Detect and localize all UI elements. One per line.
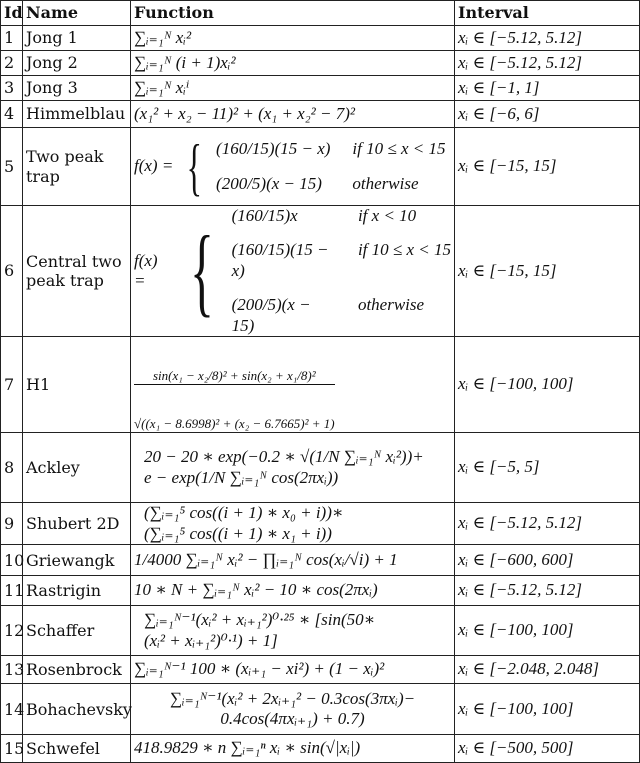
function-formula: (∑ᵢ₌₁⁵ cos((i + 1) ∗ x₀ + i))∗ (∑ᵢ₌₁⁵ cos((i + 1) ∗ x₁ + i)) [144, 503, 344, 543]
function-formula: ∑ᵢ₌₁ᴺ⁻¹(xᵢ² + xᵢ₊₁²)⁰·²⁵ ∗ [sin(50∗ (xᵢ² + xᵢ₊₁²)⁰·¹) + 1] [144, 610, 376, 650]
cell-function [131, 684, 455, 735]
cell-name: Jong 1 [23, 26, 131, 51]
table-row [1, 684, 640, 735]
function-formula: 20 − 20 ∗ exp(−0.2 ∗ √(1/N ∑ᵢ₌₁ᴺ xᵢ²))+ e − exp(1/N ∑ᵢ₌₁ᴺ cos(2πxᵢ)) [144, 447, 424, 487]
cell-id: 6 [1, 206, 23, 337]
function-lhs: f(x) = [134, 250, 162, 290]
piecewise-function [134, 130, 451, 202]
cell-id: 7 [1, 336, 23, 432]
function-lhs: f(x) = [134, 156, 174, 176]
case-expression: (160/15)(15 − x) [216, 139, 331, 159]
cell-interval: xᵢ ∈ [−600, 600] [455, 545, 640, 576]
cell-name: Central two peak trap [23, 206, 131, 337]
cell-interval: xᵢ ∈ [−15, 15] [455, 128, 640, 206]
cell-id: 2 [1, 51, 23, 76]
cell-name: Griewangk [23, 545, 131, 576]
case-condition: otherwise [357, 295, 425, 315]
cell-function [131, 51, 455, 76]
cell-name: Schwefel [23, 735, 131, 763]
cell-name: Jong 3 [23, 76, 131, 101]
cell-id: 8 [1, 433, 23, 503]
cell-name: Rastrigin [23, 576, 131, 606]
case-condition: if 10 ≤ x < 15 [352, 139, 446, 159]
function-formula: ∑ᵢ₌₁ᴺ (i + 1)xᵢ² [134, 52, 236, 72]
table-row [1, 336, 640, 432]
function-formula: ∑ᵢ₌₁ᴺ⁻¹(xᵢ² + 2xᵢ₊₁² − 0.3cos(3πxᵢ)− 0.4cos(4πxᵢ₊₁) + 0.7) [169, 688, 416, 729]
cell-name: Jong 2 [23, 51, 131, 76]
cell-interval: xᵢ ∈ [−5.12, 5.12] [455, 26, 640, 51]
cell-interval: xᵢ ∈ [−2.048, 2.048] [455, 656, 640, 684]
cell-interval: xᵢ ∈ [−6, 6] [455, 101, 640, 128]
cell-name: Bohachevsky [23, 684, 131, 735]
cell-interval: xᵢ ∈ [−500, 500] [455, 735, 640, 763]
case-expression: (200/5)(x − 15) [231, 295, 315, 335]
case-expression: (160/15)x [231, 206, 298, 225]
cell-function [131, 503, 455, 545]
cell-id: 11 [1, 576, 23, 606]
case-condition: if x < 10 [357, 206, 417, 225]
brace-symbol: { [186, 130, 203, 202]
header-interval: Interval [455, 1, 640, 26]
cell-function [131, 76, 455, 101]
function-formula: ∑ᵢ₌₁ᴺ⁻¹ 100 ∗ (xᵢ₊₁ − xi²) + (1 − xᵢ)² [134, 659, 385, 679]
function-formula: ∑ᵢ₌₁ᴺ xᵢ² [134, 27, 192, 47]
cell-function [131, 336, 455, 432]
cell-name: Ackley [23, 433, 131, 503]
table-row [1, 503, 640, 545]
case-condition: otherwise [352, 173, 419, 193]
cell-function [131, 128, 455, 206]
cell-interval: xᵢ ∈ [−100, 100] [455, 684, 640, 735]
cell-interval: xᵢ ∈ [−5.12, 5.12] [455, 576, 640, 606]
cell-interval: xᵢ ∈ [−1, 1] [455, 76, 640, 101]
cell-id: 12 [1, 606, 23, 656]
table-row [1, 576, 640, 606]
cell-interval: xᵢ ∈ [−5.12, 5.12] [455, 503, 640, 545]
case-expression: (200/5)(x − 15) [216, 173, 322, 193]
table-row [1, 433, 640, 503]
cell-id: 10 [1, 545, 23, 576]
table-row [1, 606, 640, 656]
table-row [1, 545, 640, 576]
cell-function [131, 433, 455, 503]
table-row [1, 101, 640, 128]
cell-id: 3 [1, 76, 23, 101]
cell-function [131, 206, 455, 337]
case-condition: if 10 ≤ x < 15 [357, 240, 451, 260]
cell-function [131, 545, 455, 576]
cell-id: 5 [1, 128, 23, 206]
brace-symbol: { [189, 214, 214, 326]
header-row [1, 1, 640, 26]
table-row [1, 26, 640, 51]
cell-interval: xᵢ ∈ [−100, 100] [455, 606, 640, 656]
cell-function [131, 26, 455, 51]
table-row [1, 735, 640, 763]
case-expression: (160/15)(15 − x) [231, 240, 333, 280]
cell-name: Rosenbrock [23, 656, 131, 684]
function-formula: ∑ᵢ₌₁ᴺ xᵢⁱ [134, 77, 190, 97]
piecewise-function [134, 206, 451, 336]
function-formula: 418.9829 ∗ n ∑ᵢ₌₁ⁿ xᵢ ∗ sin(√|xᵢ|) [134, 738, 361, 758]
denominator: √((x₁ − 8.6998)² + (x₂ − 6.7665)² + 1) [134, 415, 335, 431]
table-row [1, 656, 640, 684]
cell-interval: xᵢ ∈ [−5, 5] [455, 433, 640, 503]
cell-interval: xᵢ ∈ [−100, 100] [455, 336, 640, 432]
fraction-function [134, 337, 335, 432]
function-formula: 10 ∗ N + ∑ᵢ₌₁ᴺ xᵢ² − 10 ∗ cos(2πxᵢ) [134, 580, 378, 600]
cell-id: 4 [1, 101, 23, 128]
cell-name: Shubert 2D [23, 503, 131, 545]
cell-name: Schaffer [23, 606, 131, 656]
cell-function [131, 735, 455, 763]
header-function: Function [131, 1, 455, 26]
cell-name: H1 [23, 336, 131, 432]
header-id: Id [1, 1, 23, 26]
cell-function [131, 606, 455, 656]
numerator: sin(x₁ − x₂/8)² + sin(x₂ + x₁/8)² [134, 368, 335, 385]
function-formula: (x₁² + x₂ − 11)² + (x₁ + x₂² − 7)² [134, 103, 355, 123]
cell-id: 1 [1, 26, 23, 51]
table-row [1, 76, 640, 101]
table-row [1, 206, 640, 337]
cell-function [131, 656, 455, 684]
cell-function [131, 101, 455, 128]
function-formula: 1/4000 ∑ᵢ₌₁ᴺ xᵢ² − ∏ᵢ₌₁ᴺ cos(xᵢ/√i) + 1 [134, 549, 398, 569]
cell-id: 15 [1, 735, 23, 763]
table-row [1, 128, 640, 206]
cell-interval: xᵢ ∈ [−15, 15] [455, 206, 640, 337]
cell-function [131, 576, 455, 606]
cell-name: Two peak trap [23, 128, 131, 206]
cell-interval: xᵢ ∈ [−5.12, 5.12] [455, 51, 640, 76]
cell-name: Himmelblau [23, 101, 131, 128]
table-row [1, 51, 640, 76]
cell-id: 9 [1, 503, 23, 545]
cell-id: 14 [1, 684, 23, 735]
cell-id: 13 [1, 656, 23, 684]
header-name: Name [23, 1, 131, 26]
